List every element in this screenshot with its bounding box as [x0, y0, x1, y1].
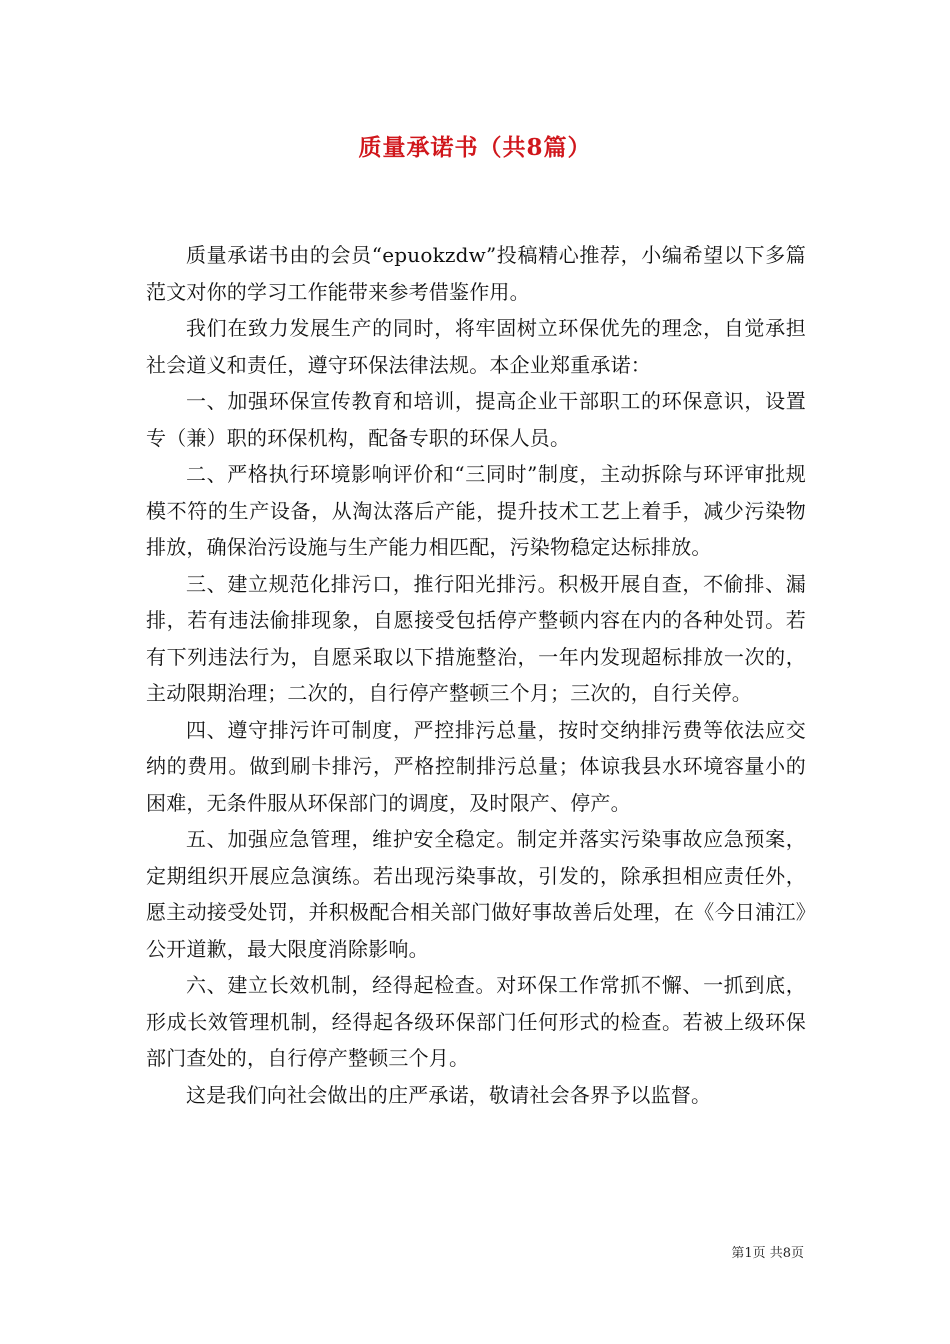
- paragraph-item-5: 五、加强应急管理，维护安全稳定。制定并落实污染事故应急预案，定期组织开展应急演练。若出现污染事故，引发的，除承担相应责任外，愿主动接受处罚，并积极配合相关部门做好事故善后处理，在《今日浦江》公开道歉，最大限度消除影响。: [146, 827, 806, 961]
- paragraph-item-6: 六、建立长效机制，经得起检查。对环保工作常抓不懈、一抓到底，形成长效管理机制，经得起各级环保部门任何形式的检查。若被上级环保部门查处的，自行停产整顿三个月。: [146, 973, 806, 1070]
- document-body: [146, 237, 806, 1113]
- page-number: 第1页 共8页: [731, 1246, 804, 1261]
- paragraph-item-2: 二、严格执行环境影响评价和“三同时”制度，主动拆除与环评审批规模不符的生产设备，从淘汰落后产能，提升技术工艺上着手，减少污染物排放，确保治污设施与生产能力相匹配，污染物稳定达标排放。: [146, 462, 806, 559]
- paragraph-item-4: 四、遵守排污许可制度，严控排污总量，按时交纳排污费等依法应交纳的费用。做到刷卡排污，严格控制排污总量；体谅我县水环境容量小的困难，无条件服从环保部门的调度，及时限产、停产。: [146, 717, 806, 815]
- paragraph-item-1: 一、加强环保宣传教育和培训，提高企业干部职工的环保意识，设置专（兼）职的环保机构，配备专职的环保人员。: [146, 389, 806, 450]
- paragraph-closing: 这是我们向社会做出的庄严承诺，敬请社会各界予以监督。: [186, 1082, 712, 1107]
- paragraph-pledge-lead: 我们在致力发展生产的同时，将牢固树立环保优先的理念，自觉承担社会道义和责任，遵守环保法律法规。本企业郑重承诺：: [146, 316, 806, 377]
- document-title: 质量承诺书（共8篇）: [358, 134, 592, 161]
- paragraph-item-3: 三、建立规范化排污口，推行阳光排污。积极开展自查，不偷排、漏排，若有违法偷排现象，自愿接受包括停产整顿内容在内的各种处罚。若有下列违法行为，自愿采取以下措施整治，一年内发现超标排放一次的，主动限期治理；二次的，自行停产整顿三个月；三次的，自行关停。: [146, 571, 806, 705]
- paragraph-intro: 质量承诺书由的会员“epuokzdw”投稿精心推荐，小编希望以下多篇范文对你的学习工作能带来参考借鉴作用。: [146, 243, 806, 304]
